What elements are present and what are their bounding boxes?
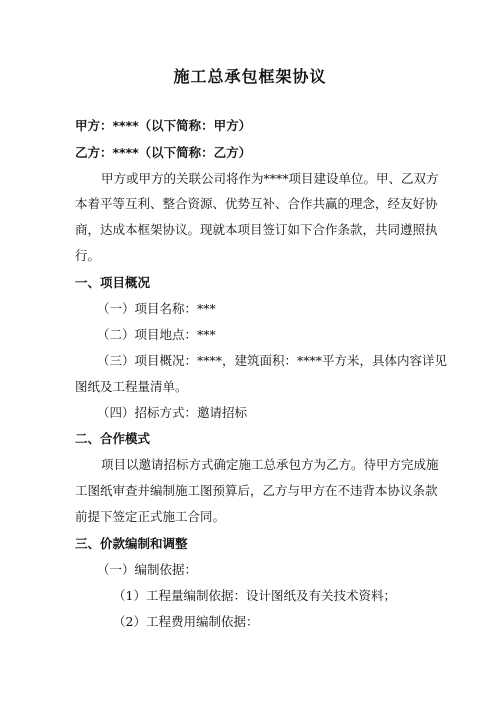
project-location-item: （二）项目地点：*** [97, 327, 216, 342]
intro-line: 本着平等互利、整合资源、优势互补、合作共赢的理念，经友好协 [75, 196, 438, 211]
tender-method-item: （四）招标方式：邀请招标 [97, 405, 248, 420]
section-heading-pricing: 三、价款编制和调整 [75, 536, 188, 551]
cost-basis-subitem: （2）工程费用编制依据： [113, 614, 259, 629]
section-heading-project-overview: 一、项目概况 [75, 275, 151, 290]
intro-line: 行。 [75, 248, 101, 263]
party-a: 甲方：****（以下简称：甲方） [75, 118, 252, 133]
party-b: 乙方：****（以下简称：乙方） [75, 145, 252, 160]
quantity-basis-subitem: （1）工程量编制依据：设计图纸及有关技术资料； [113, 588, 396, 603]
intro-line: 甲方或甲方的关联公司将作为****项目建设单位。甲、乙双方 [101, 171, 439, 186]
section-heading-cooperation-mode: 二、合作模式 [75, 431, 151, 446]
cooperation-line: 前提下签定正式施工合同。 [75, 509, 226, 524]
project-overview-item: （三）项目概况：****，建筑面积：****平方米，具体内容详见 [97, 353, 448, 368]
project-name-item: （一）项目名称：*** [97, 301, 216, 316]
document-title: 施工总承包框架协议 [173, 67, 327, 86]
intro-line: 商，达成本框架协议。现就本项目签订如下合作条款，共同遵照执 [75, 222, 438, 237]
pricing-basis-item: （一）编制依据： [97, 562, 198, 577]
cooperation-line: 项目以邀请招标方式确定施工总承包方为乙方。待甲方完成施 [101, 457, 439, 472]
cooperation-line: 工图纸审查并编制施工图预算后，乙方与甲方在不违背本协议条款 [75, 483, 438, 498]
project-overview-item-cont: 图纸及工程量清单。 [75, 379, 188, 394]
